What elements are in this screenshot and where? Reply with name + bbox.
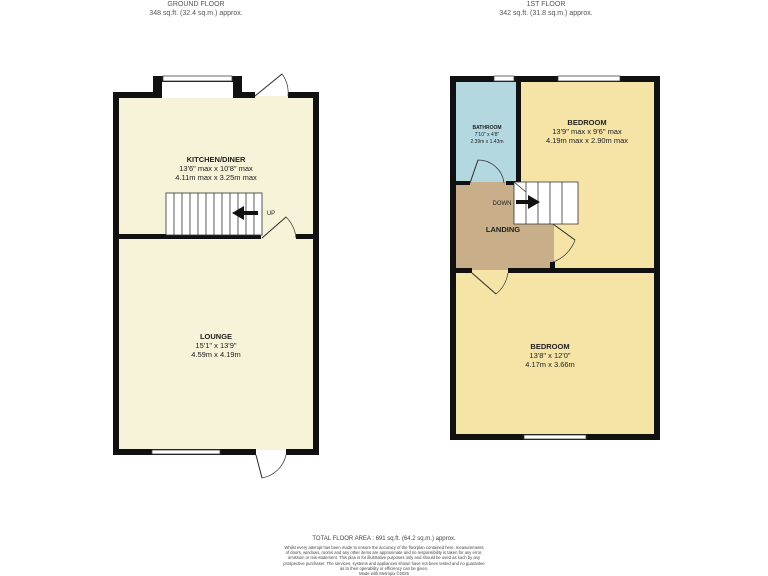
disclaimer-line: prospective purchaser. The services, systems and appliances shown have not been tested and no guarantee	[283, 560, 485, 566]
disclaimer-line: omission or mis-statement. This plan is for illustrative purposes only and should be used as such by any	[287, 555, 481, 561]
gf-wall-top-right	[288, 92, 319, 98]
gf-wall-right	[313, 92, 319, 455]
lounge-imperial: 15'1" x 13'9"	[195, 341, 237, 350]
bedroom2-name: BEDROOM	[530, 342, 570, 351]
bedroom2-window	[524, 435, 586, 439]
back-door-swing	[255, 74, 288, 96]
ff-wall-left	[450, 76, 456, 440]
lounge-name: LOUNGE	[199, 332, 233, 341]
ff-wall-right	[654, 76, 660, 440]
ff-wall-bath-landing	[456, 181, 470, 185]
gf-internal-wall-right	[296, 234, 314, 239]
disclaimer-line: Whilst every attempt has been made to ensure the accuracy of the floorplan contained here, measurements	[284, 545, 484, 550]
gf-wall-recess-left	[153, 76, 162, 98]
kitchen-imperial: 13'6" max x 10'8" max	[179, 164, 253, 173]
footer	[234, 535, 534, 576]
bedroom2-metric: 4.17m x 3.66m	[525, 360, 575, 369]
landing-name: LANDING	[485, 225, 521, 234]
kitchen-recess	[158, 80, 238, 98]
disclaimer	[234, 545, 534, 576]
bedroom1-window	[558, 76, 620, 81]
first-floor-area: 342 sq.ft. (31.8 sq.m.) approx.	[499, 10, 593, 17]
front-door-swing	[256, 455, 286, 478]
total-floor-area: TOTAL FLOOR AREA : 691 sq.ft. (64.2 sq.m.) approx.	[312, 536, 456, 542]
disclaimer-line: of doors, windows, rooms and any other items are approximate and no responsibility is taken for any error,	[285, 550, 483, 556]
ff-wall-mid-right	[508, 268, 660, 273]
bedroom2-imperial: 13'8" x 12'0"	[529, 351, 571, 360]
bathroom-metric: 2.39m x 1.43m	[470, 139, 504, 145]
bathroom-name: BATHROOM	[472, 125, 502, 131]
lounge-metric: 4.59m x 4.19m	[191, 350, 241, 359]
kitchen-metric: 4.11m max x 3.25m max	[175, 173, 257, 182]
gf-wall-left	[113, 92, 119, 455]
ground-floor-title: GROUND FLOOR	[167, 1, 225, 8]
bedroom1-metric: 4.19m max x 2.90m max	[545, 136, 629, 145]
ground-floor-plan	[113, 74, 319, 478]
bathroom-imperial: 7'10" x 4'8"	[474, 132, 500, 138]
ff-wall-top	[450, 76, 660, 82]
gf-stair-label: UP	[266, 211, 276, 217]
metropix-credit: Made with Metropix ©2025	[359, 571, 409, 576]
gf-wall-recess-step	[233, 92, 255, 98]
disclaimer-line: as to their operability or efficiency can be given.	[339, 565, 429, 571]
ff-wall-mid-left	[456, 268, 472, 273]
lounge-window	[152, 450, 220, 454]
bedroom1-imperial: 13'9" max x 9'6" max	[552, 127, 622, 136]
first-floor-plan	[450, 76, 660, 440]
gf-wall-bottom-right	[286, 449, 319, 455]
ground-floor-area: 348 sq.ft. (32.4 sq.m.) approx.	[149, 10, 243, 17]
bathroom-window	[494, 76, 514, 81]
gf-wall-top-left	[113, 92, 158, 98]
ff-stair-label: DOWN	[492, 201, 512, 207]
bedroom1-name: BEDROOM	[567, 118, 607, 127]
first-floor-title: 1ST FLOOR	[526, 1, 566, 8]
ff-wall-bath-bed	[516, 82, 521, 184]
kitchen-name: KITCHEN/DINER	[186, 155, 246, 164]
kitchen-window	[163, 76, 232, 81]
